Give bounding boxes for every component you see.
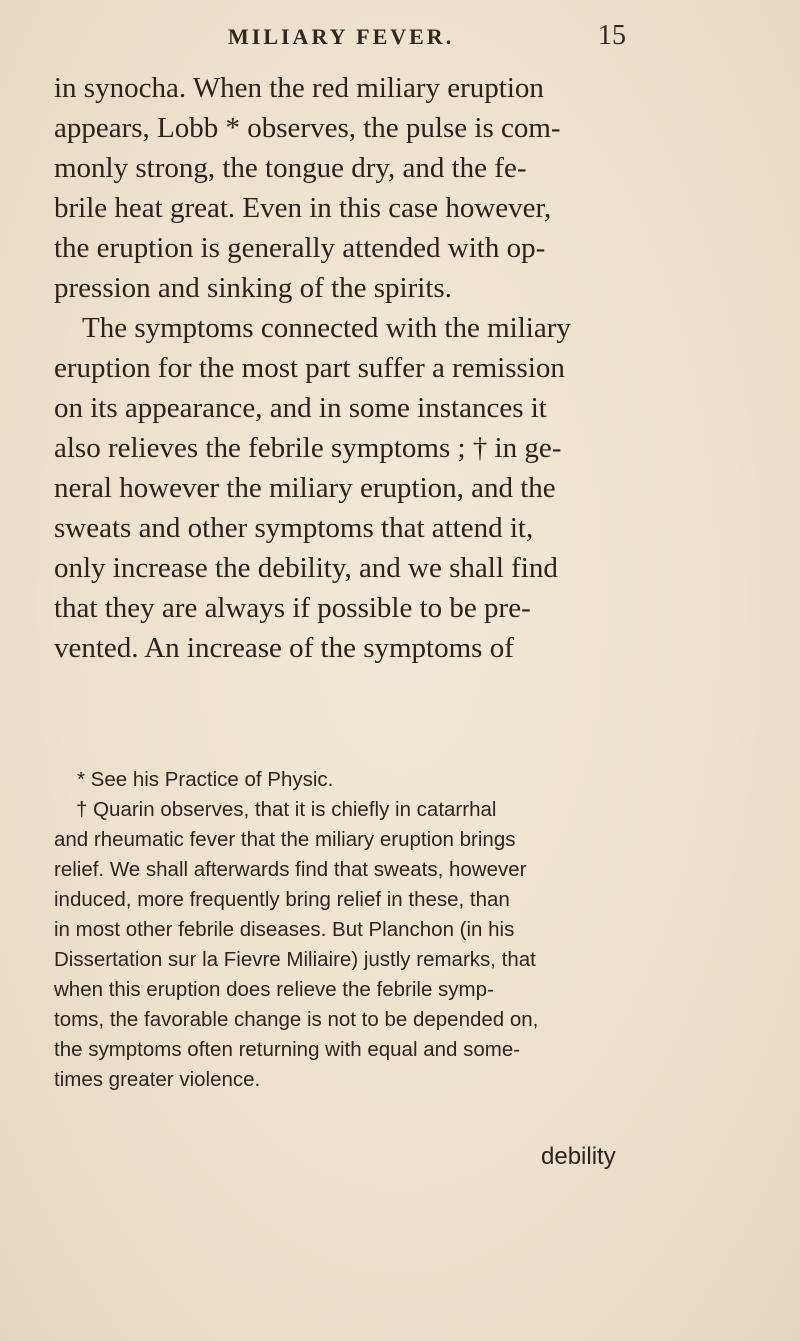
- catchword: debility: [541, 1143, 616, 1170]
- page-header: [0, 20, 800, 60]
- footnote-line: and rheumatic fever that the miliary eruption brings: [54, 828, 516, 851]
- footnote-line: relief. We shall afterwards find that sweats, however: [54, 858, 527, 881]
- footnote-line: toms, the favorable change is not to be depended on,: [54, 1008, 539, 1031]
- text-line: monly strong, the tongue dry, and the fe-: [54, 152, 527, 184]
- text-line: pression and sinking of the spirits.: [54, 272, 452, 304]
- footnote-line: induced, more frequently bring relief in these, than: [54, 888, 510, 911]
- text-line: that they are always if possible to be pre-: [54, 592, 531, 624]
- text-line: the eruption is generally attended with op-: [54, 232, 546, 264]
- text-line: vented. An increase of the symptoms of: [54, 632, 514, 664]
- footnote-line: in most other febrile diseases. But Planchon (in his: [54, 918, 515, 941]
- text-line: brile heat great. Even in this case however,: [54, 192, 552, 224]
- text-line: The symptoms connected with the miliary: [82, 312, 571, 344]
- text-line: only increase the debility, and we shall find: [54, 552, 558, 584]
- text-line: in synocha. When the red miliary eruption: [54, 72, 544, 104]
- text-line: appears, Lobb * observes, the pulse is com-: [54, 112, 561, 144]
- footnote-line: when this eruption does relieve the febrile symp-: [54, 978, 494, 1001]
- footnote-line: the symptoms often returning with equal and some-: [54, 1038, 521, 1061]
- running-title: MILIARY FEVER.: [228, 24, 455, 49]
- page-number: 15: [598, 20, 626, 51]
- text-line: sweats and other symptoms that attend it,: [54, 512, 534, 544]
- footnote-line: † Quarin observes, that it is chiefly in catarrhal: [76, 798, 497, 821]
- footnote-line: times greater violence.: [54, 1068, 261, 1091]
- text-line: eruption for the most part suffer a remission: [54, 352, 565, 384]
- text-line: also relieves the febrile symptoms ; † in ge-: [54, 432, 562, 464]
- text-line: neral however the miliary eruption, and the: [54, 472, 556, 504]
- footnote-line: Dissertation sur la Fievre Miliaire) justly remarks, that: [54, 948, 536, 971]
- footnote-line: * See his Practice of Physic.: [77, 768, 334, 791]
- text-line: on its appearance, and in some instances it: [54, 392, 547, 424]
